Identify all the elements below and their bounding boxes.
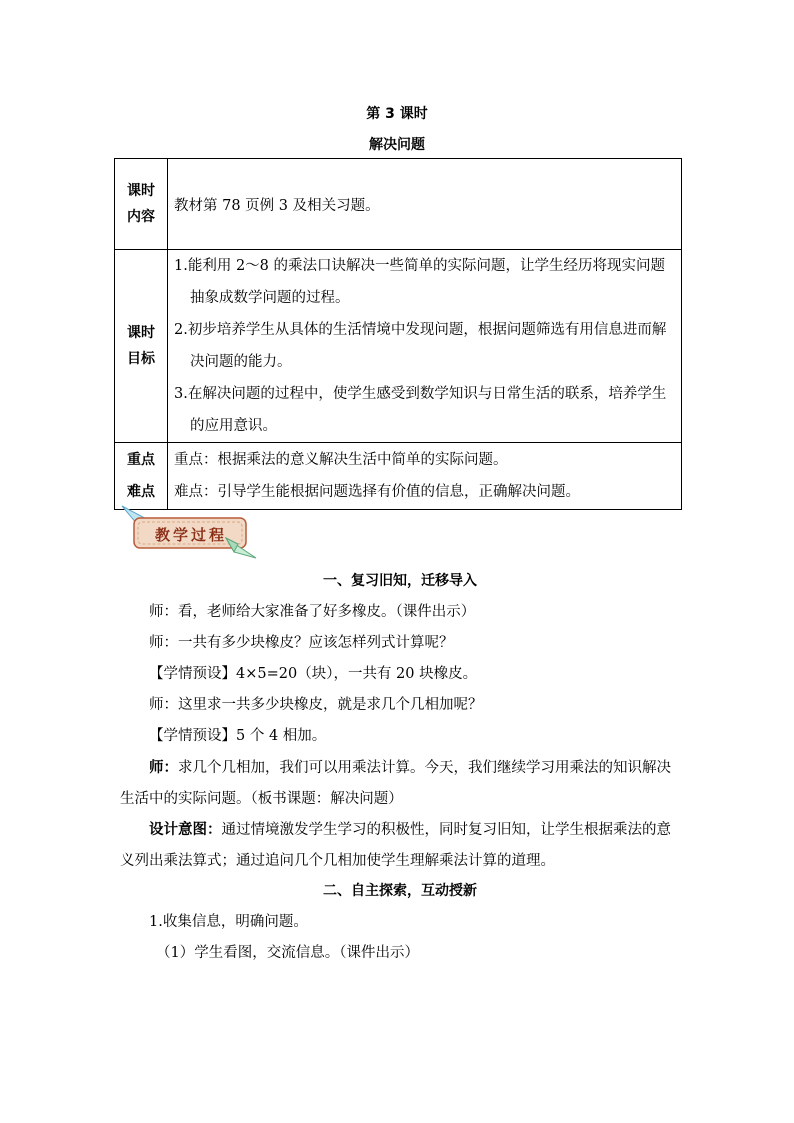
table-row-goals [115, 250, 682, 443]
row-body-keypoints: 重点：根据乘法的意义解决生活中简单的实际问题。 难点：引导学生能根据问题选择有价值的信息，正确解决问题。 [168, 443, 682, 510]
paragraph: 【学情预设】5 个 4 相加。 [149, 728, 327, 744]
row-body-goals [168, 250, 682, 443]
lesson-number: 第 3 课时 [366, 106, 428, 122]
paragraph: 师：求几个几相加，我们可以用乘法计算。今天，我们继续学习用乘法的知识解决生活中的实际问题。（板书课题：解决问题） [120, 759, 671, 807]
speaker-label: 师： [149, 759, 178, 776]
row-header-content: 课时 内容 [115, 159, 168, 250]
row-body-content: 教材第 78 页例 3 及相关习题。 [168, 159, 682, 250]
paragraph: 1.收集信息，明确问题。 [149, 914, 308, 930]
table-row-content [115, 159, 682, 250]
goal-item: 3.在解决问题的过程中，使学生感受到数学知识与日常生活的联系，培养学生的应用意识。 [174, 386, 667, 434]
paragraph: 师：这里求一共多少块橡皮，就是求几个几相加呢？ [149, 697, 483, 713]
paragraph: 师：看，老师给大家准备了好多橡皮。（课件出示） [149, 604, 476, 620]
teaching-process-badge [120, 504, 260, 560]
row-header-goals: 课时 目标 [115, 250, 168, 443]
paragraph: 【学情预设】4×5=20（块），一共有 20 块橡皮。 [149, 666, 478, 682]
section-heading-review: 一、复习旧知，迁移导入 [323, 573, 477, 589]
section-heading-explore: 二、自主探索，互动授新 [323, 883, 477, 899]
badge-label: 教学过程 [154, 526, 227, 544]
goal-item: 1.能利用 2～8 的乘法口诀解决一些简单的实际问题，让学生经历将现实问题抽象成数学问题的过程。 [174, 258, 666, 306]
table-row-keypoints [115, 443, 682, 510]
row-header-keypoints: 重点 难点 [115, 443, 168, 510]
goal-item: 2.初步培养学生从具体的生活情境中发现问题，根据问题筛选有用信息进而解决问题的能力。 [174, 322, 667, 370]
lesson-title: 解决问题 [369, 137, 425, 153]
paragraph: （1）学生看图，交流信息。（课件出示） [156, 945, 419, 961]
design-intent-label: 设计意图： [149, 821, 222, 838]
paragraph: 师：一共有多少块橡皮？应该怎样列式计算呢？ [149, 635, 454, 651]
design-intent: 设计意图：通过情境激发学生学习的积极性，同时复习旧知，让学生根据乘法的意义列出乘法算式；通过追问几个几相加使学生理解乘法计算的道理。 [120, 821, 671, 869]
lesson-plan-table [114, 158, 682, 510]
